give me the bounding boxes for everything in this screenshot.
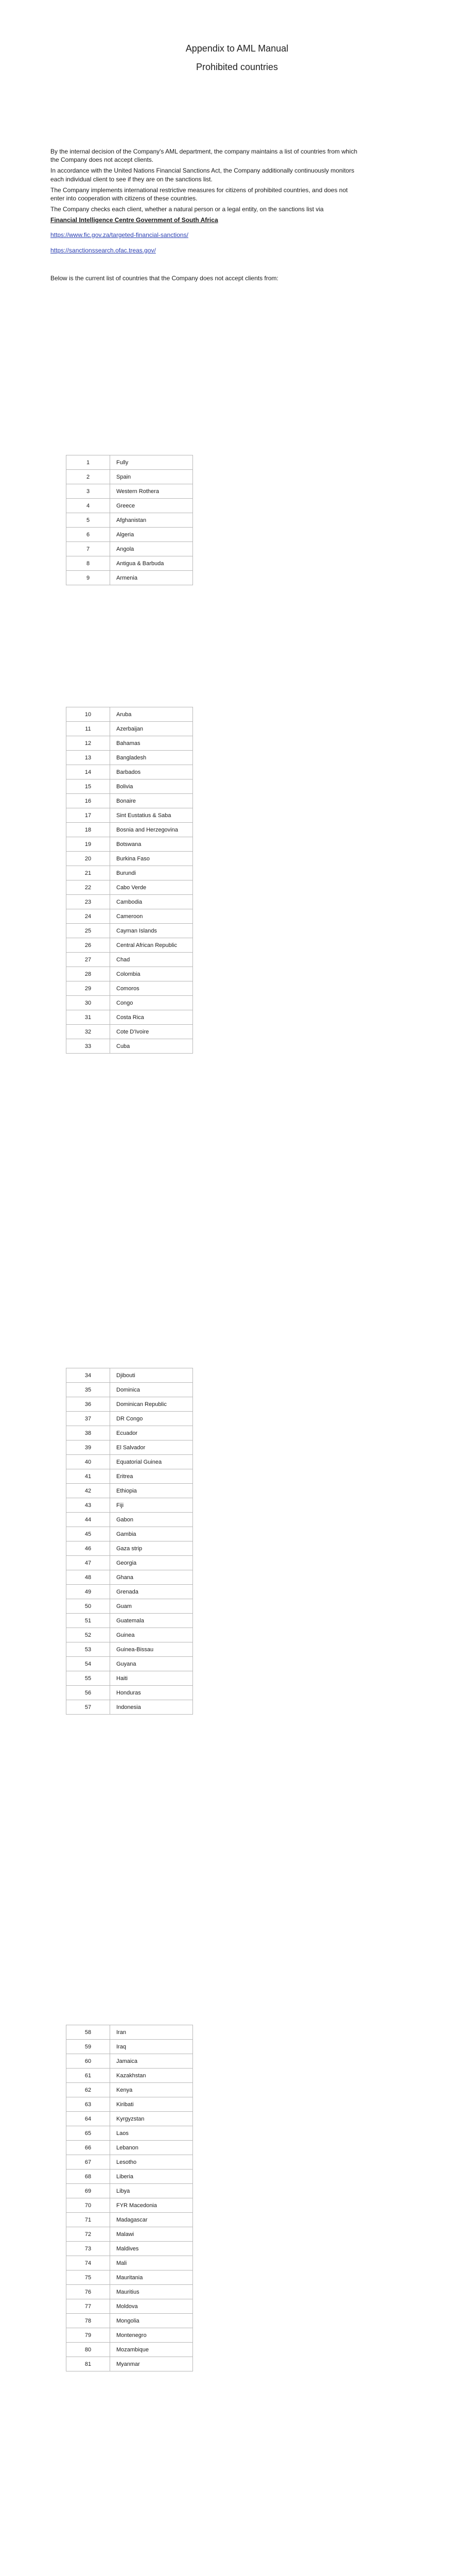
- country-number: 51: [66, 1614, 110, 1628]
- table-row: [66, 1686, 193, 1700]
- country-number: 73: [66, 2242, 110, 2256]
- country-name: Burkina Faso: [110, 852, 193, 866]
- country-name: Congo: [110, 996, 193, 1010]
- country-number: 1: [66, 455, 110, 470]
- table-row: [66, 1527, 193, 1541]
- table-row: [66, 1642, 193, 1657]
- table-row: [66, 484, 193, 499]
- table-row: [66, 1556, 193, 1570]
- country-name: Lebanon: [110, 2141, 193, 2155]
- country-name: Cote D'Ivoire: [110, 1025, 193, 1039]
- country-name: Dominican Republic: [110, 1397, 193, 1412]
- country-name: Ethiopia: [110, 1484, 193, 1498]
- country-name: Georgia: [110, 1556, 193, 1570]
- country-number: 59: [66, 2040, 110, 2054]
- country-number: 11: [66, 722, 110, 736]
- country-name: Fiji: [110, 1498, 193, 1513]
- table-row: [66, 1010, 193, 1025]
- country-name: Costa Rica: [110, 1010, 193, 1025]
- country-name: Cabo Verde: [110, 880, 193, 895]
- country-number: 5: [66, 513, 110, 528]
- country-name: Liberia: [110, 2170, 193, 2184]
- table-row: [66, 470, 193, 484]
- table-row: [66, 909, 193, 924]
- country-name: Comoros: [110, 981, 193, 996]
- table-row: [66, 924, 193, 938]
- country-name: Djibouti: [110, 1368, 193, 1383]
- country-name: Gaza strip: [110, 1541, 193, 1556]
- country-number: 68: [66, 2170, 110, 2184]
- country-name: Ghana: [110, 1570, 193, 1585]
- table-row: [66, 2242, 193, 2256]
- table-row: [66, 765, 193, 779]
- table-row: [66, 1383, 193, 1397]
- country-number: 57: [66, 1700, 110, 1715]
- table-row: [66, 823, 193, 837]
- country-number: 69: [66, 2184, 110, 2198]
- intro-paragraph: The Company implements international restrictive measures for citizens of prohibited countries, and does not enter into cooperation with citizens of these countries.: [50, 186, 348, 202]
- table-row: [66, 2213, 193, 2227]
- table-row: [66, 2069, 193, 2083]
- list-intro: Below is the current list of countries that the Company does not accept clients from:: [50, 274, 278, 282]
- country-number: 81: [66, 2357, 110, 2371]
- country-name: Sint Eustatius & Saba: [110, 808, 193, 823]
- country-name: Montenegro: [110, 2328, 193, 2343]
- country-name: Maldives: [110, 2242, 193, 2256]
- table-row: [66, 2126, 193, 2141]
- country-number: 31: [66, 1010, 110, 1025]
- country-number: 7: [66, 542, 110, 556]
- country-number: 72: [66, 2227, 110, 2242]
- country-name: Lesotho: [110, 2155, 193, 2170]
- country-number: 66: [66, 2141, 110, 2155]
- table-row: [66, 779, 193, 794]
- country-table: [66, 707, 193, 1054]
- table-row: [66, 1039, 193, 1054]
- table-row: [66, 2083, 193, 2097]
- country-name: Central African Republic: [110, 938, 193, 953]
- table-row: [66, 2256, 193, 2270]
- country-name: FYR Macedonia: [110, 2198, 193, 2213]
- table-row: [66, 2198, 193, 2213]
- table-row: [66, 866, 193, 880]
- country-table: [66, 1368, 193, 1715]
- table-row: [66, 2184, 193, 2198]
- country-number: 18: [66, 823, 110, 837]
- country-number: 40: [66, 1455, 110, 1469]
- country-name: Aruba: [110, 707, 193, 722]
- country-name: Afghanistan: [110, 513, 193, 528]
- country-name: Gabon: [110, 1513, 193, 1527]
- country-name: Mali: [110, 2256, 193, 2270]
- country-name: DR Congo: [110, 1412, 193, 1426]
- country-name: Kenya: [110, 2083, 193, 2097]
- country-name: Antigua & Barbuda: [110, 556, 193, 571]
- country-number: 39: [66, 1440, 110, 1455]
- country-number: 3: [66, 484, 110, 499]
- country-number: 70: [66, 2198, 110, 2213]
- country-number: 10: [66, 707, 110, 722]
- country-name: Cayman Islands: [110, 924, 193, 938]
- table-row: [66, 2299, 193, 2314]
- country-number: 54: [66, 1657, 110, 1671]
- country-name: Honduras: [110, 1686, 193, 1700]
- country-name: Mongolia: [110, 2314, 193, 2328]
- table-row: [66, 455, 193, 470]
- table-row: [66, 2141, 193, 2155]
- table-row: [66, 880, 193, 895]
- intro-paragraph: By the internal decision of the Company's AML department, the company maintains a list of countries from which the Company does not accept clients.: [50, 148, 358, 164]
- country-number: 37: [66, 1412, 110, 1426]
- table-row: [66, 837, 193, 852]
- table-row: [66, 542, 193, 556]
- country-number: 42: [66, 1484, 110, 1498]
- country-number: 16: [66, 794, 110, 808]
- intro-section: [50, 147, 359, 285]
- country-number: 9: [66, 571, 110, 585]
- country-number: 8: [66, 556, 110, 571]
- country-number: 76: [66, 2285, 110, 2299]
- table-row: [66, 513, 193, 528]
- country-number: 2: [66, 470, 110, 484]
- country-name: Algeria: [110, 528, 193, 542]
- country-number: 62: [66, 2083, 110, 2097]
- country-number: 30: [66, 996, 110, 1010]
- country-name: Cuba: [110, 1039, 193, 1054]
- country-number: 43: [66, 1498, 110, 1513]
- country-name: Eritrea: [110, 1469, 193, 1484]
- country-number: 27: [66, 953, 110, 967]
- table-row: [66, 1440, 193, 1455]
- country-number: 4: [66, 499, 110, 513]
- country-name: Jamaica: [110, 2054, 193, 2069]
- country-number: 15: [66, 779, 110, 794]
- country-name: Gambia: [110, 1527, 193, 1541]
- table-row: [66, 794, 193, 808]
- country-number: 26: [66, 938, 110, 953]
- country-name: Equatorial Guinea: [110, 1455, 193, 1469]
- country-name: Mauritius: [110, 2285, 193, 2299]
- country-name: Bosnia and Herzegovina: [110, 823, 193, 837]
- table-row: [66, 2227, 193, 2242]
- country-number: 44: [66, 1513, 110, 1527]
- country-name: Mozambique: [110, 2343, 193, 2357]
- country-name: Haiti: [110, 1671, 193, 1686]
- country-name: Madagascar: [110, 2213, 193, 2227]
- country-number: 58: [66, 2025, 110, 2040]
- table-row: [66, 1368, 193, 1383]
- country-name: Moldova: [110, 2299, 193, 2314]
- country-name: Colombia: [110, 967, 193, 981]
- table-row: [66, 1585, 193, 1599]
- table-row: [66, 2097, 193, 2112]
- country-name: Cameroon: [110, 909, 193, 924]
- table-row: [66, 1469, 193, 1484]
- country-name: Chad: [110, 953, 193, 967]
- table-row: [66, 1671, 193, 1686]
- table-row: [66, 2155, 193, 2170]
- document-title: Appendix to AML Manual: [185, 43, 289, 54]
- country-number: 34: [66, 1368, 110, 1383]
- country-number: 74: [66, 2256, 110, 2270]
- country-name: Kyrgyzstan: [110, 2112, 193, 2126]
- country-name: Botswana: [110, 837, 193, 852]
- country-name: Ecuador: [110, 1426, 193, 1440]
- country-number: 29: [66, 981, 110, 996]
- table-row: [66, 2357, 193, 2371]
- country-number: 24: [66, 909, 110, 924]
- table-row: [66, 1599, 193, 1614]
- table-row: [66, 751, 193, 765]
- table-row: [66, 2285, 193, 2299]
- country-name: Barbados: [110, 765, 193, 779]
- country-number: 17: [66, 808, 110, 823]
- country-number: 35: [66, 1383, 110, 1397]
- table-row: [66, 1025, 193, 1039]
- country-name: Bonaire: [110, 794, 193, 808]
- country-name: Azerbaijan: [110, 722, 193, 736]
- country-name: Angola: [110, 542, 193, 556]
- country-number: 22: [66, 880, 110, 895]
- fic-link[interactable]: https://www.fic.gov.za/targeted-financial-sanctions/: [50, 231, 188, 239]
- country-name: Grenada: [110, 1585, 193, 1599]
- table-row: [66, 2343, 193, 2357]
- country-number: 78: [66, 2314, 110, 2328]
- country-number: 77: [66, 2299, 110, 2314]
- country-name: Kazakhstan: [110, 2069, 193, 2083]
- country-name: Indonesia: [110, 1700, 193, 1715]
- country-number: 75: [66, 2270, 110, 2285]
- country-number: 80: [66, 2343, 110, 2357]
- country-name: Mauritania: [110, 2270, 193, 2285]
- country-number: 13: [66, 751, 110, 765]
- country-name: Guam: [110, 1599, 193, 1614]
- country-number: 63: [66, 2097, 110, 2112]
- table-row: [66, 938, 193, 953]
- country-number: 33: [66, 1039, 110, 1054]
- ofac-link[interactable]: https://sanctionssearch.ofac.treas.gov/: [50, 246, 156, 254]
- country-number: 67: [66, 2155, 110, 2170]
- country-number: 23: [66, 895, 110, 909]
- country-number: 45: [66, 1527, 110, 1541]
- country-number: 64: [66, 2112, 110, 2126]
- table-row: [66, 967, 193, 981]
- table-row: [66, 895, 193, 909]
- table-row: [66, 736, 193, 751]
- country-name: Bahamas: [110, 736, 193, 751]
- country-number: 38: [66, 1426, 110, 1440]
- table-row: [66, 2314, 193, 2328]
- table-row: [66, 1657, 193, 1671]
- table-row: [66, 808, 193, 823]
- country-number: 71: [66, 2213, 110, 2227]
- country-number: 21: [66, 866, 110, 880]
- table-row: [66, 499, 193, 513]
- table-row: [66, 1513, 193, 1527]
- table-row: [66, 1614, 193, 1628]
- country-number: 20: [66, 852, 110, 866]
- country-number: 47: [66, 1556, 110, 1570]
- country-name: Armenia: [110, 571, 193, 585]
- country-name: Cambodia: [110, 895, 193, 909]
- table-row: [66, 2025, 193, 2040]
- table-row: [66, 1455, 193, 1469]
- table-row: [66, 1484, 193, 1498]
- country-number: 79: [66, 2328, 110, 2343]
- country-number: 61: [66, 2069, 110, 2083]
- table-row: [66, 2270, 193, 2285]
- table-row: [66, 1412, 193, 1426]
- country-name: Greece: [110, 499, 193, 513]
- table-row: [66, 1397, 193, 1412]
- document-subtitle: Prohibited countries: [196, 62, 278, 72]
- country-number: 60: [66, 2054, 110, 2069]
- country-number: 52: [66, 1628, 110, 1642]
- table-row: [66, 1570, 193, 1585]
- country-number: 55: [66, 1671, 110, 1686]
- country-name: Laos: [110, 2126, 193, 2141]
- table-row: [66, 707, 193, 722]
- country-name: Libya: [110, 2184, 193, 2198]
- table-row: [66, 1541, 193, 1556]
- country-name: Guinea: [110, 1628, 193, 1642]
- table-row: [66, 2328, 193, 2343]
- country-name: Guyana: [110, 1657, 193, 1671]
- table-row: [66, 852, 193, 866]
- country-name: Myanmar: [110, 2357, 193, 2371]
- table-row: [66, 571, 193, 585]
- table-row: [66, 2054, 193, 2069]
- country-name: Kiribati: [110, 2097, 193, 2112]
- country-name: El Salvador: [110, 1440, 193, 1455]
- country-number: 53: [66, 1642, 110, 1657]
- table-row: [66, 722, 193, 736]
- country-number: 41: [66, 1469, 110, 1484]
- country-number: 32: [66, 1025, 110, 1039]
- country-name: Dominica: [110, 1383, 193, 1397]
- country-name: Burundi: [110, 866, 193, 880]
- table-row: [66, 1700, 193, 1715]
- country-name: Bangladesh: [110, 751, 193, 765]
- table-row: [66, 2040, 193, 2054]
- table-row: [66, 953, 193, 967]
- table-row: [66, 981, 193, 996]
- country-name: Western Rothera: [110, 484, 193, 499]
- country-table: [66, 2025, 193, 2371]
- intro-paragraph: In accordance with the United Nations Financial Sanctions Act, the Company additionally continuously monitors each individual client to see if they are on the sanctions list.: [50, 167, 355, 183]
- table-row: [66, 528, 193, 542]
- country-name: Guinea-Bissau: [110, 1642, 193, 1657]
- intro-paragraph: The Company checks each client, whether a natural person or a legal entity, on the sanctions list via: [50, 206, 324, 213]
- country-number: 56: [66, 1686, 110, 1700]
- table-row: [66, 2170, 193, 2184]
- country-name: Iraq: [110, 2040, 193, 2054]
- country-name: Malawi: [110, 2227, 193, 2242]
- table-row: [66, 1426, 193, 1440]
- table-row: [66, 556, 193, 571]
- source-title: Financial Intelligence Centre Government of South Africa: [50, 216, 218, 224]
- country-number: 14: [66, 765, 110, 779]
- table-row: [66, 996, 193, 1010]
- country-number: 6: [66, 528, 110, 542]
- country-number: 12: [66, 736, 110, 751]
- table-row: [66, 1498, 193, 1513]
- country-number: 50: [66, 1599, 110, 1614]
- country-number: 28: [66, 967, 110, 981]
- country-number: 49: [66, 1585, 110, 1599]
- country-table: [66, 455, 193, 585]
- country-number: 19: [66, 837, 110, 852]
- country-name: Spain: [110, 470, 193, 484]
- table-row: [66, 2112, 193, 2126]
- country-number: 65: [66, 2126, 110, 2141]
- country-name: Iran: [110, 2025, 193, 2040]
- country-number: 48: [66, 1570, 110, 1585]
- country-name: Guatemala: [110, 1614, 193, 1628]
- country-number: 36: [66, 1397, 110, 1412]
- table-row: [66, 1628, 193, 1642]
- country-name: Fully: [110, 455, 193, 470]
- country-number: 46: [66, 1541, 110, 1556]
- country-name: Bolivia: [110, 779, 193, 794]
- country-number: 25: [66, 924, 110, 938]
